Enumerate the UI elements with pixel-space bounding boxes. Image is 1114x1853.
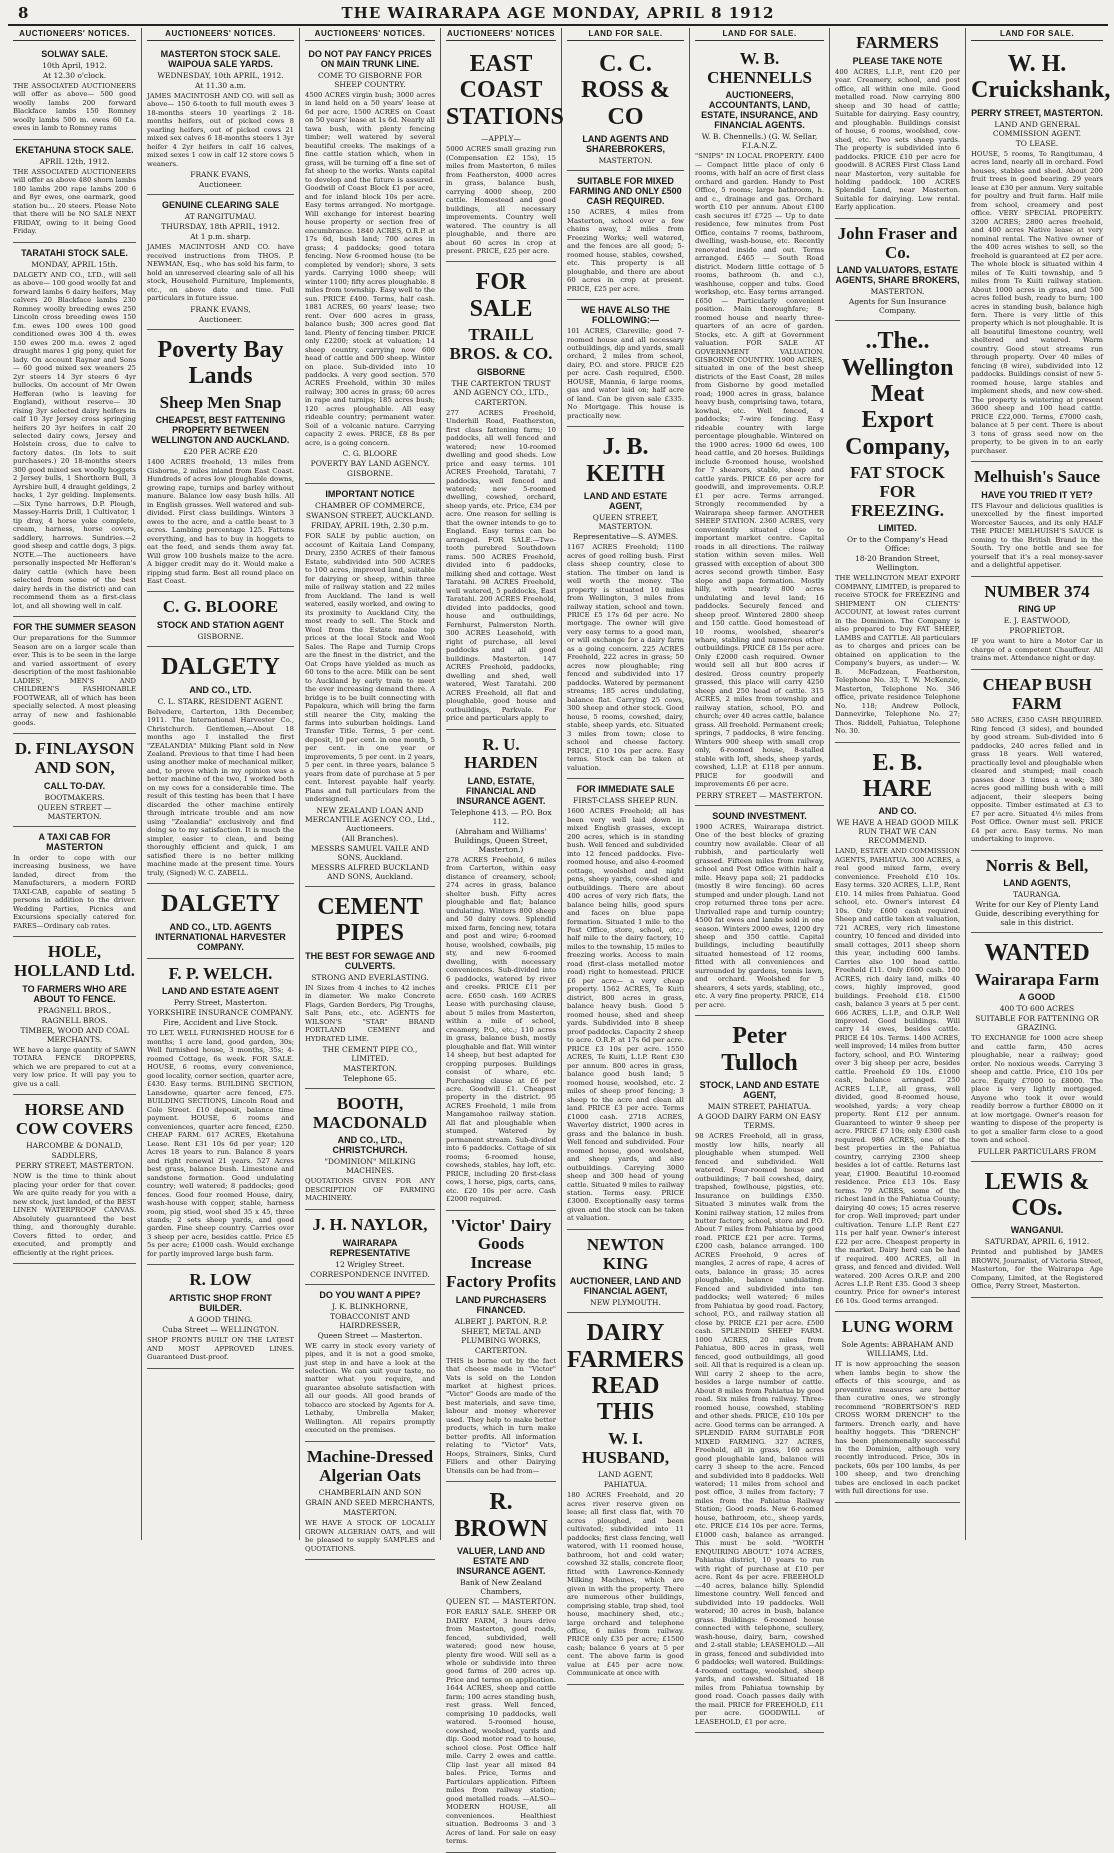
ad-body-text: TO LET. WELL FURNISHED HOUSE for 6 months; 1 acre land, good garden, 30s; Well furnished house, 3 months, 35s; 4-roomed Cottage, 6s week. FOR SALE. HOUSE, 6 rooms, every convenience, good locality, corner section, quarter acre, £430. Easy terms. BUILDING SECTION, Lansdowne, quarter acre fenced, £75. BUILDING SECTIONS, Lincoln Road and Cole Street. £10 deposit, balance time payment. HOUSE, 6 rooms and conveniences, quarter acre fenced, £250. CHEAP FARM. 617 ACRES, Eketahuna Lease. Rent £31 10s 6d per year; 120 Acres 18 years to run. Balance 8 years and right renewal 21 years. 527 Acres best grass, balance bush. Limestone and sandstone formation. Good undulating country; well watered; 8 paddocks; good fences. Good four roomed House, dairy, wash-house with copper, stable, harness room, pig stied, wool shed 35 x 45, three stands; 2 sets sheep yards, and good garden. Fine sheep country. Carries over 3 sheep per acre, besides cattle. Price £5 5s per acre; £1000 cash. Would exchange for partly improved large bush farm. [147,1029,294,1258]
ad-headline: Machine-Dressed Algerian Oats [306,1446,434,1485]
ad-line: TIMBER, WOOD AND COAL MERCHANTS. [20,1025,129,1044]
ad-line: NEW PLYMOUTH. [590,1298,661,1308]
ad-headline: W. I. HUSBAND, [581,1428,670,1467]
ad-body-text: 580 ACRES, £350 CASH REQUIRED. Ring fenced (3 sides), and bounded by good stream. Sub-divided into 6 paddocks, 240 acres felled and in grass 18 years. Well watered, practically level and ploughable when cleared and stumped; mail coach passes door 3 times a week; 380 acres good milling bush with a mill adjacent, their sleepers being opposite. Timber estimated at £3 to £7 per acre. Situated 4½ miles from Post Office. Owner must sell. PRICE £4 per acre. Easy terms. No man undertaking to improve. [971,716,1103,844]
ad-body-text: IN Sizes from 4 inches to 42 inches in diameter. We make Concrete Flags, Garden Borders, Pig Troughs, Salt Pans, etc., etc. AGENTS for WILSON'S "STAR" BRAND PORTLAND CEMENT and HYDRATED LIME. [305,983,435,1043]
ad-line: ALBERT J. PARTON, R.P. [454,1316,548,1326]
ad-body-text: HOUSE, 5 rooms, Te Rangitumau, 4 acres land, nearly all in orchard. Fowl houses, stables and shed. About 200 fruit trees in good bearing. 29 years lease at £30 per annum. Very suitable for poultry and fruit farm. Half mile from school, creamery and post office. VERY SPECIAL PROPERTY. 3200 ACRES; 2800 acres freehold, and 400 acres Native lease at very nominal rental. The Native owner of the 400 acres wishes to sell, so the freehold is guaranteed at £2 per acre. The whole block is situated within 4 miles of Te Kuiti township, and 5 miles from Te Kuiti railway station. About 1000 acres in grass, and 500 acres felled bush, ready to burn; 100 acres in standing bush, balance high fern. There is very little of this property which is not ploughable. It is all beautiful limestone country, well sheltered and watered. Warm country. Good stout streams run through property. Over 40 miles of fencing (8 wire), subdivided into 12 paddocks. Buildings consist of new 5-roomed house, large stables and implement sheds, and new cow-shed. The property is wintering at present 3600 sheep and 100 head cattle. PRICE £22,000. Terms, £7000 cash, balance at 5 per cent. There is about 3 tons of grass seed now on the property, to be given in to an early purchaser. [971,149,1103,455]
advertisement [305,1285,435,1442]
ad-line: TO LEASE. [1015,138,1059,148]
ad-line: PERRY STREET — MASTERTON. [696,790,823,800]
ad-body-text: SHOP FRONTS BUILT ON THE LATEST AND MOST APPROVED LINES. Guaranteed Dust-proof. [147,1336,294,1362]
ad-headline: C. G. BLOORE [162,597,279,617]
ad-body-text: 5000 ACRES small grazing run (Compensation £2 15s), 15 miles from Masterton, 6 miles from Featherston, 4000 acres in grass, balance bush, carrying 4000 sheep, 200 cattle. Homestead and good buildings, all necessary improvements. Country well watered. The country is all ploughable, and there are about 60 acres in crop at present. PRICE, £25 per acre. [446,145,556,255]
ad-line: FRIDAY, APRIL 19th, 2.30 p.m. [310,521,430,531]
advertisement [305,1089,435,1210]
ad-title: A GOOD [1018,992,1056,1003]
ad-headline: Melhuish's Sauce [973,467,1101,487]
ad-line: QUEEN ST. — MASTERTON. [446,1597,556,1607]
ad-line: COME TO GISBORNE FOR SHEEP COUNTRY. [318,71,422,89]
ad-headline: E. B. HARE [862,749,933,802]
ad-headline: DALGETY [161,654,280,681]
ad-line: PRAGNELL BROS., [37,1005,112,1015]
ad-headline: Norris & Bell, [985,855,1089,875]
ad-title: HAVE YOU TRIED IT YET? [981,489,1093,500]
ad-body-text: "SNIPS" IN LOCAL PROPERTY. £400 — Compact little place of only 6 rooms, with half an acre of first class orchard and garden. Handy to Post Office, 5 rooms; large bathroom, h. and c., drainage and gas. Orchard worth £10 per annum. About £100 cash secures it! £725 — Up to date residence, few minutes from Post Office, contains 7 rooms, bathroom, dwelling, wash-house, etc. Recently renovated inside and out. Terms arranged. £465 — South Road district. Modern little cottage of 5 rooms, bathroom (h. and c.), washhouse, copper and tubs. Good workshop, etc. Easy terms arranged. £650 — Particularly convenient position. Main thoroughfare; 8-roomed house and nearly three-quarters of an acre of garden. Stocks, etc. A gift at Government valuation. FOR SALE AT GOVERNMENT VALUATION. GISBORNE COUNTRY. 1900 ACRES, situated in one of the best sheep districts of the East Coast, 28 miles from Gisborne by good metalled road; 1900 acres in grass, balance heavy bush, comprising tawa, totara, kowhai, etc. Well fenced, 4 paddocks; 7-wire fencing. Easy rideable country with large percentage ploughable. Wintered on the 1900 acres: 1900 6d ewes, 100 head cattle, and 20 horses. Buildings include 6-roomed house, woolshed for 7 shearers, stable, sheep and cattle yards. PRICE £6 per acre for goodwill, and improvements. O.R.P. £1 per acre. Terms arranged. Strongly recommended by a Wairarapa sheep farmer. ANOTHER SHEEP STATION. 2360 ACRES, very conveniently situated close to important market centre. Capital roads in all directions. The railway station within seven miles. Well grassed with exception of about 300 acres second growth timber. Easy slope and papa formation. Mostly hilly, with nearly 800 acres undulating and level land; 16 paddocks. Securely fenced and sheep proof. Wintered 2800 sheep and 150 cattle. Good homestead of 10 rooms, woolshed, shearer's whare, stabling and numerous other outbuildings. PRICE £8 15s per acre. Only £2000 cash required. Owner would sell all but 800 acres if desired. Gross country properly grassed, this place will carry 4250 sheep and 250 head of cattle. 315 ACRES, 2 miles from township and railway station, school, P.O. and church; over 40 acres cattle, balance grass. All freehold. Permanent creek; springs, 7 paddocks, 8 wire fencing. Winters 900 sheep with small crop only, 6-roomed house, 8-stalled stable with loft, sheds, sheep yards, cowshed, L.I.P. at £118 per annum. PRICE for goodwill and improvements £6 per acre. [695,152,824,789]
ad-headline: J. H. NAYLOR, [312,1214,428,1234]
advertisement [567,171,684,300]
advertisement [971,933,1103,1161]
ad-body-text: THIS is borne out by the fact that cheese made in "Victor" Vats is sold on the London market at highest prices. "Victor" Goods are made of the best materials, and save time, labour and money wherever used. They help to make better products, which in turn make better profits. All information relating to "Victor" Vats, Hoops, Strainers, Sinks, Curd Fillers and other Dairying Utensils can be had from— [446,1356,556,1475]
ad-line: E. J. EASTWOOD, [1003,616,1071,626]
ad-line: At 12.30 o'clock. [42,71,107,80]
ad-line: RAGNELL BROS. [41,1015,108,1025]
advertisement [305,1442,435,1560]
ad-line: "DOMINION" MILKING MACHINES. [324,1157,416,1176]
ad-line: MESSRS ALFRED BUCKLAND AND SONS, Auckland. [311,862,429,881]
column-7 [830,28,966,1540]
ad-line: LAND AGENT, [597,1470,654,1480]
ad-line: SWANSON STREET, AUCKLAND. [305,511,435,521]
ad-line: Cuba Street — WELLINGTON. [162,1325,279,1335]
ad-title: LAND AND ESTATE AGENT [162,986,279,997]
advertisement [13,1095,136,1264]
ad-body-text: ITS Flavour and delicious qualities is unexcelled by the finest imported Worcester Sauces, and its only HALF THE PRICE! MELHUISH'S SAUCE is coming to the British Brand in the South. Try one bottle and see for yourself that it's a real money-saver and a delightful appetiser. [971,501,1103,570]
ad-line: WEDNESDAY, 10th APRIL, 1912. [157,71,284,80]
ad-line: GISBORNE. [347,469,393,479]
ad-line: (Abraham and Williams' Buildings, Queen Street, Masterton.) [454,826,548,854]
ad-body-text: THE WELLINGTON MEAT EXPORT COMPANY, LIMITED, is prepared to receive STOCK for FREEZING and SHIPMENT ON CLIENTS' ACCOUNT, at lowest rates current in the Dominion. The Company is also prepared to buy FAT SHEEP, LAMBS and CATTLE. All particulars as to charges and prices can be obtained on application to the Company's buyers, as under:— W. B. McFadzean, Featherston, Telephone No. 33; T. W. McKenzie, Masterton, Telephone No. 346 office, private residence Telephone No. 118; Andrew Pollock, Dannevirke, Telephone No. 27; Thos. Riddell, Pahiatua, Telephone No. 30. [835,574,960,736]
ad-title: IMPORTANT NOTICE [325,489,415,500]
ad-body-text: 1600 ACRES Freehold; all has been very well laid down in mixed English grasses, except 200 acres, which is in standing bush. Well fenced and subdivided into 12 fenced paddocks. Five-roomed house, and also 4-roomed cottage, woolshed and night pens, sheep yards, cow-shed and outbuildings. There are about 400 acres of very rich flats, the balance being hills, good spurs and faces on blue papa formation. Situated 1 mile to the Post Office, store, school, etc.; half mile to the dairy factory, 10 miles to the township, 15 miles to freezing works. Access to main road (first-class metalled motor road) right to homestead. PRICE £6 per acre— a very cheap property. 1562 ACRES, Te Kuiti district, 800 acres in grass, balance heavy bush. Good 5 roomed house, shed and sheep yards. Subdivided into 8 sheep proof paddocks. Capacity 2 sheep to acre. O.R.P. at 17s 6d per acre. PRICE £3 10s per acre. 1550 ACRES, Te Kuiti, L.I.P. Rent £30 per annum. 800 acres in grass, balance good bush land; 5 roomed house, woolshed, etc. 2 miles of sheep proof fencing; 3 sheep to the acre and clean all land. PRICE £3 per acre. Terms £1000 cash. 2718 ACRES, Waverley district, 1900 acres in grass and the balance in bush. Well fenced and subdivided. Four roomed house, good woolshed, and sheep yards, and also outbuildings. Carrying 3000 sheep and 300 head of young cattle. Situated 9 miles to railway station. Terms easy. PRICE £3000. Exceptionally easy terms given and the stock can be taken at valuation. [567,807,684,1223]
advertisement [305,1210,435,1285]
ad-line: FRANK EVANS, [190,170,251,180]
ad-headline: F. P. WELCH. [168,963,273,983]
ad-title: AND CO., LTD., CHRISTCHURCH. [332,1135,408,1156]
ad-line: CHAMBERLAIN AND SON [318,1488,422,1498]
ad-line: C. L. STARK, RESIDENT AGENT. [157,696,284,706]
ad-body-text: NOW is the time to think about placing your order for that cover. We are quite ready for you with a new stock, just landed, of the BEST LINEN WATERPROOF CANVAS. Absolutely guaranteed the best thing, and thoroughly durable. Covers fitted to order, and executed, and promptly and efficiently at the right prices. [13,1172,136,1257]
ad-title: FOR THE SUMMER SEASON [13,622,136,633]
column-header: AUCTIONEERS' NOTICES. [13,28,136,41]
ad-title: SUITABLE FOR MIXED FARMING AND ONLY £500 CASH REQUIRED. [569,176,682,207]
advertisement [13,617,136,734]
ad-title: SOUND INVESTMENT. [712,810,807,821]
ad-title: ARTISTIC SHOP FRONT BUILDER. [169,1293,272,1314]
advertisement [13,44,136,140]
ad-line: SHEET, METAL AND PLUMBING WORKS, [461,1326,541,1345]
ad-title: AND CO., LTD. AGENTS INTERNATIONAL HARVESTER COMPANY. [155,921,286,952]
ad-line: WE HAVE A HEAD GOOD MILK RUN THAT WE CAN RECOMMEND. [836,818,959,846]
ad-line: Auctioneer. [198,314,243,324]
advertisement [147,592,294,647]
ad-body-text: 1167 ACRES Freehold; 1100 acres of good rolling bush. First class sheep country, close to station. The timber on land is well worth the money. The property is situated 10 miles from Wellington, 3 miles from railway station, school and town. PRICE £5 17s 6d per acre. No mortgage. The owner will give very easy terms to a good man, or will exchange for a dairy farm as a going concern. 225 ACRES Freehold, 222 acres in grass; 50 acres now ploughable; ring fenced and subdivided into 17 paddocks. Watered by permanent streams; 185 acres undulating, balance flat. Carrying 25 cows, 300 sheep and other stock. Good house, 5 rooms, cowshed, dairy, stable, sheep yards, etc. Situated 3 miles from town; close to school and cheese factory. PRICE, £10 10s per acre. Easy terms. Stock can be taken at valuation. [567,543,684,772]
ad-body-text: 1400 ACRES freehold, 13 miles from Gisborne, 2 miles inland from East Coast. Hundreds of acres low ploughable downs, growing rape, turnips and barley without manure. Balance low easy bush hills. All in English grasses. Well watered and sub-divided. First class buildings. Winters 3 ewes to the acre, and a cattle beast to 3 acres. Lambing percentage 125. Fattens everything, and has to buy in hoggets to eat the feed, and sends them away fat. Will grow 100 bushels maize to the acre. A bigger credit may do it. Would make a ripping stud farm. Best all round place on East Coast. [147,458,294,585]
ad-line: MONDAY, APRIL 15th. [31,259,118,269]
advertisement [147,1265,294,1368]
ad-body-text: 1900 ACRES, Wairarapa district. One of the best blocks of grazing country now available. Clear of all rubbish, and particularly well grassed. Fifteen miles from railway, school and Post Office within half a mile. Heavy papa soil; 21 paddocks (mostly 8 wire fencing). 60 acres stumped and under plough. Land not crop returned three tons per acre. Unrivalled rape and turnip country; 4500 fat ewes and lambs sold in one season. Winters 2000 ewes, 1200 dry sheep and 350 cattle. Capital buildings, including beautifully situated homestead of 12 rooms, fitted with all conveniences and surrounded by gardens, tennis lawn, and orchard. Woolshed for 5 shearers, 4 sets yards, stabling, etc., etc. A very fine property. PRICE, £14 per acre. [695,822,824,1009]
ad-title: LIMITED. [878,523,917,534]
ad-title: AUCTIONEER, LAND AND FINANCIAL AGENT, [569,1276,682,1297]
column-header: LAND FOR SALE. [695,28,824,41]
ad-headline: FAT STOCK FOR FREEZING. [850,463,945,520]
ad-body-text: JAMES MACINTOSH AND CO. have received instructions from THOS. P. NEWMAN, Esq., who has sold his farm, to hold an unreserved clearing sale of all his stock, Household Furniture, Implements, etc., on above date and time. Full particulars in future issue. [147,243,294,303]
ad-title: WANGANUI. [1010,1225,1064,1236]
ad-headline: W. B. CHENNELLS [707,49,812,87]
ad-title: RING UP [1018,604,1056,615]
advertisement [835,743,960,1313]
advertisement [13,827,136,937]
ad-title: DO NOT PAY FANCY PRICES ON MAIN TRUNK LINE. [308,49,432,69]
ad-line: YORKSHIRE INSURANCE COMPANY. [148,1008,293,1018]
page-number: 8 [18,4,29,22]
advertisement [835,1312,960,1502]
ad-line: QUEEN STREET — MASTERTON. [37,802,112,821]
ad-title: LAND AGENTS, [1003,878,1071,889]
ad-line: CORRESPONDENCE INVITED. [310,1269,430,1279]
advertisement [971,670,1103,851]
ad-title: STOCK AND STATION AGENT [156,620,285,631]
ad-headline: NEWTON KING [586,1234,665,1273]
advertisement [567,1313,684,1685]
ad-body-text: THE ASSOCIATED AUCTIONEERS will offer as above— 500 good woolly lambs 200 forward Blackface lambs 150 Romney woolly lambs 500 m. ewes 60 f.a. ewes in lamb to Romney rams [13,82,136,133]
ad-title: LAND AGENTS AND SHAREBROKERS, [582,134,669,155]
advertisement [971,44,1111,462]
ad-title: CHEAPEST, BEST FATTENING PROPERTY BETWEEN WELLINGTON AND AUCKLAND. [151,415,290,446]
ad-body-text: 150 ACRES, 4 miles from Masterton, school over a few chains away, 2 miles from Freezing Works; well watered, and the fences are all good; 5-roomed house, stables, cowshed, etc. This property is all ploughable, and there are about 60 acres in crop at present. PRICE, £25 per acre. [567,208,684,293]
advertisement [13,243,136,617]
ad-line: Telephone 413. — P.O. Box 112. [450,807,552,826]
ad-headline: R. LOW [189,1270,252,1290]
advertisement [446,1482,556,1852]
ad-title: WE HAVE ALSO THE FOLLOWING:— [580,305,670,326]
ad-title: WAIRARAPA REPRESENTATIVE [329,1237,411,1258]
ad-line: J. K. BLINKHORNE, [332,1301,408,1311]
ad-body-text: Belvedere, Carterton, 13th December, 1911. The International Harvester Co., Christchurch. Gentlemen,—About 18 months ago I installed the first "ZEALANDIA" Milking Plant sold in New Zealand. Previous to that time I had been using another make of mechanical milker, and, to prove which in my opinion was a better machine of the two, I worked both on my cows for a considerable time. The result of this testing has been that I have discarded the other machine entirely through intricate trouble and am now using "Zealandia" exclusively and find doing so to my satisfaction. It is much the simpler, easier to clean, and being thoroughly efficient and quick, I am satisfied there is no better milking machine made at the present time. Yours truly, (Signed) W. C. ZABELL. [147,707,294,877]
ad-headline: FARMERS [856,33,939,52]
ad-headline: HORSE AND COW COVERS [15,1100,134,1138]
ad-line: —APPLY— [481,134,521,144]
ad-title: DO YOU WANT A PIPE? [319,1289,421,1300]
ad-title: TO FARMERS WHO ARE ABOUT TO FENCE. [22,983,127,1004]
ad-line: POVERTY BAY LAND AGENCY. [310,459,430,469]
ad-line: NEW ZEALAND LOAN AND MERCANTILE AGENCY CO., Ltd., Auctioneers. [305,805,436,833]
ad-headline: R. BROWN [454,1489,548,1542]
ad-line: Representative—S. AYMES. [572,532,679,542]
advertisement [147,44,294,195]
column-header: AUCTIONEERS' NOTICES. [147,28,294,41]
ad-line: 400 TO 600 ACRES [999,1004,1075,1014]
ad-line: Bank of New Zealand Chambers, [460,1578,542,1597]
advertisement [446,730,556,1211]
ad-title: AND CO., LTD. [189,684,252,695]
ad-line: APRIL 12th, 1912. [39,156,110,166]
ad-line: 12 Wrigley Street. [335,1259,405,1269]
ad-line: CARTERTON. [474,1345,528,1355]
ad-line: Telephone 65. [343,1074,397,1084]
ad-body-text: DALGETY AND CO., LTD., will sell as above— 100 good woolly fat and forward lambs 6 dairy heifers, May calvers 20 Blackface lambs 230 Romney woolly breeding ewes 250 Lincoln cross breeding ewes 150 f.m. ewes 100 ewes 100 good conditioned ewes 300 4 th. ewes 150 ewes 200 m.a. ewes 2 aged draught mares 1 gig pony, quiet for lady. On account Rayner and Sons— 60 good mixed sex weaners 25 2yr steers 14 3yr steers 6 4yr bullocks. On account of Mr Owen Hefferan (who is leaving for England), without reserve— 30 rising 3yr selected dairy heifers in calf 10 3yr Jersey cross springing heifers 20 3yr heifers in calf 20 selected dairy cows, Jersey and Holstein cross, due to calve to factory dates. (In lots to suit purchasers.) 20 18-months steers 300 good mixed sex woolly hoggets 2 Jersey bulls, 1 Shorthorn Bull, 3 Ayrshire bull, 4 draught geldings, 2 hacks, 1 2yr gelding. Implements.—Six Tyne harrows, D.P. Plough, Massey-Harris Drill, 1 Cultivator, 1 tip dray, 4 horse yoke complete, cream, harness, horse covers, saddlery, harrows. Sundries.—2 good sheep and cattle dogs, 3 pigs. NOTE.—The auctioneers have personally inspected Mr Hefferan's dairy cattle (which have been selected from some of the best dairy herds in the district) and can recommend them as a first-class lot, and all showing well in calf. [13,270,136,610]
ad-headline: W. H. Cruickshank, [971,51,1111,104]
ad-line: PROPRIETOR. [1009,626,1065,636]
ad-headline: CHEAP BUSH FARM [982,674,1092,713]
ad-line: Auctioneer. [198,180,243,190]
ad-headline: LUNG WORM [841,1317,954,1337]
ad-headline: Poverty Bay Lands [157,336,284,390]
ad-headline: Peter Tulloch [721,1023,798,1076]
ad-title: STOCK, LAND AND ESTATE AGENT, [699,1080,820,1101]
ad-body-text: IT is now approaching the season when lambs begin to show the effects of this scourge, and as preventive measures are better than curative ones, we strongly recommend "ROBERTSON'S RED CROSS WORM DRENCH" to the farmers. Drench early, and have healthy hoggets. This "DRENCH" has been phenomenally successful in the Dominion, although very recently introduced. Price, 30s in packets, 60s per 100 lambs, 4s per 100 sheep, and two drenching tubes are enclosed in each packet with full directions for use. [835,1360,960,1496]
ad-line: Perry Street, Masterton. [173,998,268,1008]
ad-headline: HOLE, HOLLAND Ltd. [14,942,135,980]
column-3 [300,28,441,1553]
ad-line: MASTERTON. [598,156,653,166]
advertisement [446,1211,556,1483]
ad-line: A GOOD DAIRY FARM ON EASY TERMS. [697,1112,822,1131]
advertisement [13,734,136,826]
ad-line: Write for our Key of Plenty Land Guide, describing everything for sale in this district. [975,900,1099,928]
advertisement [147,330,294,593]
ad-headline: D. FINLAYSON AND SON, [14,739,135,778]
ad-title: AUCTIONEERS, ACCOUNTANTS, LAND, ESTATE, INSURANCE, AND FINANCIAL AGENTS. [701,90,818,131]
ad-body-text: 180 ACRES Freehold, and 20 acres river reserve given on lease; all first class flat, with 70 acres ploughed, and been cultivated; subdivided into 11 paddocks; first class fencing, well watered, with 11 roomed house, bathroom, hot and cold water; cowshed 32 stalls, concrete floor, fitted with Lawrence-Kennedy Milking Machines, which are given in with the property. There are numerous other buildings, comprising stable, trap shed, tool house, machinery shed, etc.; large orchard and telephone office, 6 miles from railway. PRICE only £35 per acre; £1500 cash; balance 6 years at 5 per cent. The above farm is good value at £45 per acre now. Communicate at once with [567,1491,684,1678]
ad-line: QUEEN STREET, MASTERTON. [592,513,659,532]
ad-body-text: 4500 ACRES virgin bush; 3000 acres in land held on a 50 years' lease at 6d per acre, 1500 ACRES on Coast on 50 years' lease at 1s 6d. Nearly all tawa bush, with plenty fencing timber; well watered by several beautiful creeks. The makings of a fine cattle station which, when in grass, will be turning off a fine set of fat sheep to the works. Wants capital to develop and the future is assured. Goodwill of Coast Block £1 per acre, and for inland block 10s per acre. Easy terms arranged. No mortgage. Will exchange for interest bearing house property or section free of encumbrance. 1840 ACRES, O.R.P. at 17s 6d, bush land; 700 acres in grass; 4 paddocks; good totara fencing. New 6-roomed house (to be completed by vendor); shore, 3 sets yards. Carrying 1000 sheep; will winter 1100; fifty acres ploughable. 8 miles from township. Easy well to the sun. PRICE £400. Terms, half cash. 1881 ACRES, 60 years' lease; two rent. Over 600 acres in grass, balance bush; 300 acres good flat land. Plenty of fencing timber. PRICE only £2200; stock at valuation; 14 sheep country, carrying now 600 head of cattle and 500 sheep. Winter on place. Sub-divided into 10 paddocks. A very good section. 570 ACRES Freehold, within 30 miles railway; 300 acres in grass; 60 acres in rape and turnips; 185 acres bush; 120 acres ploughable. All easy rideable country; permanent water. Soil of a volcanic nature. Carrying capacity 2 ewes. PRICE, £8 8s per acre, is a going concern. [305,91,435,447]
ad-title: PLEASE TAKE NOTE [852,55,943,66]
ad-headline: TRAILL BROS. & CO. [449,325,553,363]
advertisement [695,1016,824,1733]
ad-body-text: 277 ACRES Freehold, Underhill Road, Featherston, first class fattening farm; 10 paddocks, all well fenced and watered; new 10-roomed dwelling and good sheds. Low price and easy terms. 101 ACRES Freehold, Taratahi, 7 paddocks, well fenced and watered; new 5-roomed dwelling, cowshed, orchard, sheep yards, etc. Price, £34 per acre. One reason for selling is that the owner intends to go to England. Easy terms can be arranged. FOR SALE.—Two-tooth purebred Southdown rams. 500 ACRES Freehold, divided into 6 paddocks, milking shed and cottage. West Taratahi. 98 ACRES Freehold, well watered, 5 paddocks, East Taratahi. 200 ACRES Freehold, divided into paddocks, good house and outbuildings, Fernhurst, Palmerston North. 300 ACRES Leasehold, with right of purchase, all level paddocks and all good buildings. Masterton. 147 ACRES Freehold, paddocks, dwelling and shed, well watered, West Taratahi. 200 ACRES Freehold, all flat and ploughable, good house and outbuildings, Parkvale. For price and particulars apply to [446,408,556,723]
advertisement [305,44,435,484]
column-header: LAND FOR SALE. [567,28,684,41]
ad-line: CHAMBER OF COMMERCE, [314,501,426,511]
newspaper-title: THE WAIRARAPA AGE MONDAY, APRIL 8 1912 [341,4,775,22]
advertisement [147,195,294,329]
ad-headline: DAIRY FARMERS READ THIS [567,1320,684,1426]
advertisement [446,44,564,262]
ad-line: CARTERTON. [474,397,528,407]
ad-line: TAURANGA. [1013,890,1061,900]
ad-line: At 1 p.m. sharp. [190,232,251,242]
ad-body-text: Printed and published by JAMES BROWN, Journalist, of Victoria Street, Masterton, for the Wairarapa Age Company, Limited, at the Registered Office, Perry Street, Masterton. [971,1248,1103,1291]
ad-title: LAND VALUATORS, ESTATE AGENTS, SHARE BROKERS, [835,265,960,286]
advertisement [835,28,960,219]
ad-line: Sole Agents: ABRAHAM AND WILLIAMS, Ltd. [841,1340,954,1359]
ad-line: PAHIATUA. [603,1480,648,1490]
advertisement [13,140,136,243]
ad-line: At 11.30 a.m. [195,81,246,90]
advertisement [13,937,136,1095]
ad-line: MASTERTON. [870,287,925,297]
ad-line: FRANK EVANS, [190,304,251,314]
ad-line: 10th April, 1912. [42,61,107,70]
ad-headline: LEWIS & COs. [984,1168,1090,1222]
ad-line: Fire, Accident and Live Stock. [163,1018,278,1028]
ad-line: W. B. Chennells.) (G. W. Sellar, F.I.A.N.Z. [701,132,818,151]
ad-line: 18-20 Brandon Street, Wellington. [855,554,940,573]
advertisement [567,427,684,779]
ad-title: EKETAHUNA STOCK SALE. [15,144,134,155]
ad-line: £20 PER ACRE £20 [183,447,258,457]
ad-headline: NUMBER 374 [984,581,1090,601]
ad-line: MESSRS SAMUEL VAILE AND SONS, Auckland. [311,843,429,862]
ad-body-text: IF you want to hire a Motor Car in charge of a competent Chauffeur. All trains met. Attendance night or day. [971,637,1103,663]
ad-title: LAND AND ESTATE AGENT, [583,491,668,512]
ad-line: PERRY STREET, MASTERTON. [15,1161,134,1171]
ad-headline: Sheep Men Snap [159,392,282,412]
ad-line: AT RANGITUMAU. [184,212,257,222]
ad-line: SATURDAY, APRIL 6, 1912. [984,1237,1090,1247]
ad-title: GENUINE CLEARING SALE [161,200,279,211]
advertisement [567,779,684,1230]
ad-line: MAIN STREET, PAHIATUA. [707,1102,812,1112]
ad-line: BOOTMAKERS. [44,792,105,802]
ad-title: VALUER, LAND AND ESTATE AND INSURANCE AGENT. [456,1546,546,1577]
ad-line: STRONG AND EVERLASTING. [311,972,429,982]
ad-line: MASTERTON. [343,1508,397,1518]
ad-line: GISBORNE. [197,632,244,642]
ad-headline: EAST COAST STATIONS [446,51,564,130]
ad-title: LAND, ESTATE, FINANCIAL AND INSURANCE AGENT. [456,775,546,806]
advertisement [695,806,824,1017]
ad-body-text: WE carry in stock every variety of pipes, and it is not a good smoke, just step in and have a look at the selection. We can suit your taste, no matter what you require, and guarantee absolute satisfaction with all our goods. All good brands of tobacco are stocked by Agents for A. Lethaby, Umbrella Maker, Wellington. All repairs promptly executed on the premises. [305,1341,435,1435]
ad-headline: C. C. ROSS & CO [581,51,670,130]
column-5 [562,28,690,1678]
ad-line: THURSDAY, 18th APRIL, 1912. [161,222,280,232]
ad-line: TOBACCONIST AND HAIRDRESSER, [330,1311,410,1330]
advertisement [446,262,556,729]
column-header: LAND FOR SALE. [971,28,1103,41]
advertisement [305,887,435,1089]
ad-headline: CEMENT PIPES [317,893,423,947]
advertisement [567,44,684,171]
ad-headline: R. U. HARDEN [464,734,538,773]
ad-body-text: In order to cope with our increasing business, we have landed, direct from the Manufacturers, a modern FORD TAXI-CAB, capable of seating 5 persons in addition to the driver. Wedding Parties, Picnics and Excursions specially catered for. FARES—Ordinary cab rates. [13,853,136,930]
column-2 [142,28,300,1540]
advertisement [147,959,294,1266]
advertisement [835,321,960,742]
advertisement [835,219,960,321]
column-4 [441,28,564,1846]
ad-title: GISBORNE [476,366,525,377]
ad-body-text: Our preparations for the Summer Season are on a larger scale than ever. This is to be seen in the large and varied assortment of every description of the most fashionable LADIES', MEN'S AND CHILDREN'S FASHIONABLE FOOTWEAR, all of which has been specially selected. A most pleasing array of new and fashionable goods. [13,634,136,727]
ad-title: PERRY STREET, MASTERTON. [971,107,1103,118]
ad-line: C. G. BLOORE [342,449,398,459]
ad-body-text: JAMES MACINTOSH AND CO. will sell as above— 150 6-tooth to full mouth ewes 3 18-months steers 10 yearlings 2 18-months heifers, out of picked cows 8 yearling heifers, out of picked cows 21 mixed sex calves 6 18-months steers 1 3yr heifer 4 2yr heifers in calf 16 calves, mixed sexes 1 cow in calf 12 store cows 5 weaners. [147,92,294,168]
ad-line: A GOOD THING. [188,1315,253,1325]
ad-title: CALL TO-DAY. [43,780,106,791]
ad-body-text: FOR EARLY SALE. SHEEP OR DAIRY FARM, 3 hours drive from Masterton, good roads, fenced, subdivided, well watered; good new house, plenty fire wood. Will sell as a whole or subdivide into three good farms of 200 acres up. Price and terms on application. 1644 ACRES, sheep and cattle farm; 100 acres standing bush, rest grass. Well fenced, comprising 10 paddocks, well watered. 5-roomed house, cowshed, woolshed, yards and dip. Good motor road to house, school close. Post Office half mile. Carry 2 ewes and cattle. Clip last year all mixed 84 bales. Price, Terms and Particulars application. Fifteen miles from railway station; good metalled roads. —ALSO— MODERN HOUSE, all conveniences. Healthiest situation. Bedrooms 3 and 3 Acres of land. For sale on easy terms. [446,1608,556,1846]
advertisement [971,462,1103,577]
ad-body-text: FOR SALE by public auction, on account of Kaitaia Land Company, Drury, 2350 ACRES of their famous Estate, subdivided into 500 ACRES to 100 acres, improved land, suitable for dairying or sheep, within three mile of railway station and 22 miles from Auckland. The land is well watered, easily worked, and owing to its proximity to Auckland City, the most ready to sell. The Stock and Wool from the Estate make top prices at the local Stock and Wool Sales. The Rape and Turnip Crops are the finest in the district, and the Oat Crops have yielded as much as 60 tons to the acre. Milk can be sent to Auckland by early train to meet the ever increasing demand there. A bridge is to be built connecting with Papakura, which will bring the farm still nearer the City, making the farms into suburban holdings. Land Transfer Title. Terms, 5 per cent. deposit, 10 per cent. in one month, 5 per cent. in one year or improvements, 5 per cent. in 2 years, 5 per cent. in three years, balance 5 years from date of purchase at 5 per cent. Interest payable half yearly. Plans and full particulars from the undersigned. [305,532,435,804]
ad-body-text: 278 ACRES Freehold, 6 miles from Carterton, within easy distance of creamery, school; 274 acres in grass, balance shelter bush. Fifty acres ploughable and flat; balance undulating. Winters 800 sheep and 50 dairy cows. Splendid mixed farm, fencing new, totara and post and wire; 6-roomed house, woolshed, cowbails, pig sty, and new 6-roomed dwelling, with necessary conveniences. Sub-divided into 6 paddocks, watered by river and creeks. PRICE £11 per acre. £650 cash. 169 ACRES Lease with purchasing clause, about 5 miles from Masterton, within a mile of school, creamery, P.O., etc.; 110 acres in grass, balance bush, mostly ploughable and flat. Will winter 14 sheep, but best adapted for cropping purposes. Buildings consist of whare, etc. Purchasing clause at £6 per acre. Goodwill £1. Cheapest property in the district. 95 ACRES Freehold, 1 mile from Mangamahoe railway station. All flat and ploughable when stumped. Watered by permanent stream. Sub-divided into 6 paddocks. Cottage of six rooms; 6-roomed house, cowsheds, stables, hay loft, etc. PRICE, including 20 first-class cows, 1 horse, pigs, carts, cans, etc. £20 10s per acre. Cash £2000 required. [446,855,556,1204]
ad-headline: Wairarapa Farm [974,969,1100,989]
ad-line: Or to the Company's Head Office: [847,535,948,554]
ad-title: SOLWAY SALE. [41,49,108,59]
ad-line: FULLER PARTICULARS FROM [977,1146,1097,1156]
advertisement [971,577,1103,670]
ad-title: FOR IMMEDIATE SALE [576,784,675,795]
ad-headline: DALGETY [161,891,280,918]
advertisement [971,1162,1103,1298]
ad-line: THE CARTERTON TRUST AND AGENCY CO., LTD., [451,378,551,397]
advertisement [147,647,294,884]
ad-line: (All Branches). [341,833,399,843]
ad-body-text: 98 ACRES Freehold, all in grass, mostly low hills, nearly all ploughable when stumped. Well fenced and subdivided. Well watered. Four-roomed house and outbuildings; 7 bail cowshed, dairy, trapshed, fowlhouse, pigsties, etc. Insurance on buildings £350. Situated 3 minutes walk from the Konini railway station, 12 miles from butter factory, school, store and P.O. About 7 miles from Pahiatua by good road. PRICE £21 per acre. Terms, £200 cash, balance arranged. 100 ACRES Freehold, 9 acres of mangles, 2 acres of rape, 4 acres of oats, balance in grass; 35 acres ploughable, balance undulating. Fenced and subdivided into ten paddocks; well watered; 6 miles from Pahiatua by good road. Factory, school, P.O., and railway station all close by. PRICE £21 per acre. £500 cash. SPLENDID SHEEP FARM. 1000 ACRES, 20 miles from Pahiatua, 800 acres in grass, well fenced, good outbuildings, all good soil. All that is required is a clean up. Will carry 2 sheep to the acre, besides a large number of cattle. About 8 miles from Pahiatua by good road. Six miles from railway. Three-roomed house, cowshed, stabling and other sheds. PRICE, £10 10s per acre. Good terms can be arranged. A SPLENDID FARM SUITABLE FOR MIXED FARMING. 327 ACRES, Freehold, all in grass, 160 acres good ploughable land, balance will carry 3 sheep to the acre. Fenced and subdivided into 8 paddocks. Well watered; 11 miles from school and post office, 3 miles from factory; 7 miles from the Pahiatua Railway Station; Good roads. New 6-roomed house, bathroom, etc., sheep yards, etc. PRICE £14 10s per acre. Terms, £1000 cash, balance as arranged. This must be sold. "WORTH ENQUIRING ABOUT." 1074 ACRES, Pahiatua district, 10 years to run with right of purchase at £10 per acre. Rent 4s per acre. FREEHOLD—40 acres, balance hilly. Splendid limestone country. Well fenced and subdivided into 19 paddocks. Well watered; 30 acres in bush, balance grass. Buildings: 6-roomed house connected with telephone, scullery, wash-house, dairy, barn, cowshed and 2-stall stable; LEASEHOLD.—All in grass, fenced and subdivided into 6 paddocks; well watered. Buildings: 4-roomed cottage, woolshed, sheep yards, and cowshed. Situated 18 miles from Pahiatua township by good road. Coach passes daily with the mail. PRICE for FREEHOLD, £11 per acre. GOODWILL of LEASEHOLD, £1 per acre. [695,1132,825,1726]
ad-body-text: QUOTATIONS GIVEN FOR ANY DESCRIPTION OF FARMING MACHINERY. [305,1177,435,1203]
ad-body-text: LAND, ESTATE AND COMMISSION AGENTS, PAHIATUA. 300 ACRES, a real good mixed farm, every convenience. Freehold £10 10s. Easy terms. 320 ACRES, L.I.P., Rent £10. 14 miles from Pahiatua. Good school, etc. Owner's interest £4 10s. Only £600 cash required. Sheep and cattle taken at valuation, 721 ACRES, very rich limestone country, 10 fenced and divided into small cottages, 2011 sheep shorn this year, including 600 lambs. Carries also 100 head cattle. Freehold £11. Only £600 cash. 100 ACRES, rich dairy land, milks 40 cows, highly improved, good buildings. Freehold £18. £1500 cash, balance 3 years at 5 per cent. 666 ACRES, L.I.P., and O.R.P. Well improved. Good buildings. Will carry 14 ewes, besides cattle. PRICE £4 10s. Terms. 1400 ACRES, well improved; 14 miles from butter factory, school, and P.O. Wintering over 3 big sheep per acre, besides cattle. Freehold £9 10s. £1000 cash, balance arranged. 250 ACRES L.I.P., all grass, well divided, good 8-roomed house, woolshed, yards; a very cheap property. Rent £12 per annum. Guaranteed to winter 9 sheep per acre. PRICE £7 10s; only £300 cash required. 986 ACRES, one of the best properties in the Pahiatua country, carrying 2300 sheep besides a lot of cattle. Returns last year, £1900. Beautiful 10-roomed residence. Price £13 10s. Easy terms. 79 ACRES, some of the richest land in the Pahiatua County; dairying 40 cows; 15 acres reserve for crop. Well improved; part under cultivation. Tenure L.I.P. Rent £27 11s per half year. Owner's interest £22 per acre. Cheapest property in the market. Dairy herd can be had if required. 400 ACRES, all in grass, and fenced and divided. Well watered. 200 Acres O.R.P. and 200 Acres L.I.P. Rent £35. Good 3 sheep country. Price for owner's interest £6 10s. Good terms arranged. [835,847,960,1305]
column-header: AUCTIONEERS' NOTICES [446,28,556,41]
ad-body-text: THE ASSOCIATED AUCTIONEERS will offer as above 480 shorn lambs 180 lambs 200 rape lambs 200 6 and 8yr ewes, one earmark, good station bu... 20 steers. Please Note that there will be NO SALE NEXT FRIDAY, owing to it being Good Friday. [13,167,136,236]
advertisement [567,300,684,427]
ad-line: SADDLERS, [51,1151,98,1161]
ad-headline: FOR SALE [469,269,533,322]
ad-body-text: WE have a large quantity of SAWN TOTARA FENCE DROPPERS, which we are prepared to cut at a very low price. It will pay you to give us a call. [13,1045,136,1088]
advertisement [695,44,824,806]
ad-title: LAND PURCHASERS FINANCED. [455,1294,547,1315]
ad-headline: John Fraser and Co. [837,223,958,262]
ad-line: Queen Street — Masterton. [317,1330,423,1340]
ad-title: AND CO. [878,806,917,817]
column-8 [966,28,1111,1540]
ad-line: MASTERTON. [343,1064,397,1074]
advertisement [567,1230,684,1313]
ad-title: TARATAHI STOCK SALE. [21,247,128,258]
ad-headline: WANTED [984,940,1090,967]
advertisement [305,484,435,887]
ad-line: LAND AND GENERAL COMMISSION AGENT. [992,119,1082,138]
column-6 [690,28,830,1726]
ad-body-text: WE HAVE A STOCK OF LOCALLY GROWN ALGERIAN OATS, and will be pleased to supply SAMPLES and QUOTATIONS. [305,1519,435,1553]
ad-line: FIRST-CLASS SHEEP RUN. [573,796,678,806]
ad-headline: J. B. KEITH [586,434,665,487]
advertisement [147,884,294,958]
ad-body-text: 101 ACRES, Clareville; good 7-roomed house and all necessary outbuildings, dip and yards, small orchard, 2 miles from school, dairy, P.O. and store. PRICE £25 per acre. Cash required, £500. HOUSE, Mannia, 6 large rooms, gas and water laid on; half acre of land. Can be given sale £335. No Mortgage. This house is practically new. [567,327,684,420]
column-1 [8,28,142,1540]
ad-line: Agents for Sun Insurance Company. [848,297,947,316]
ad-headline: ..The.. Wellington Meat Export Company, [841,328,954,460]
ad-headline: BOOTH, MACDONALD [312,1094,428,1132]
ad-title: A TAXI CAB FOR MASTERTON [38,831,111,852]
ad-title: THE BEST FOR SEWAGE AND CULVERTS. [305,950,435,971]
masthead [8,2,1108,26]
ad-body-text: TO EXCHANGE for 1000 acre sheep and cattle farm, 450 acres ploughable, near a railway; good order. No noxious weeds. Carrying 3 sheep and cattle. Price, £10 10s per acre. Equity £7000 to £8000. The place is very lightly mortgaged. Anyone who took it over would readily borrow a further £8000 on it at low mortgage. Owner's reason for wanting to dispose of the property is to get a smaller farm close to a good town and school. [971,1034,1103,1145]
ad-line: HARCOMBE & DONALD, [26,1141,123,1151]
column-header: AUCTIONEERS' NOTICES. [305,28,435,41]
ad-title: MASTERTON STOCK SALE. WAIPOUA SALE YARDS. [160,49,281,69]
ad-body-text: 400 ACRES, L.I.P., rent £20 per year. Creamery, school, and post office, all within one mile. Good metalled road. Now carrying 800 sheep and 30 head of cattle; Suitable for dairying. Easy country, and ploughable. Buildings consist of house, 6 rooms, woolshed, cow-shed, etc. Two sets sheep yards. The property is subdivided into 6 paddocks. PRICE £10 per acre for goodwill. 8 ACRES First Class Land near Masterton, very suitable for holding paddock. 100 ACRES Splendid Land, near Masterton. Suitable for dairying. Low rental. Early application. [835,67,960,212]
ad-line: GRAIN AND SEED MERCHANTS, [305,1498,435,1508]
ad-line: THE CEMENT PIPE CO., LIMITED. [322,1045,418,1064]
ad-line: SUITABLE FOR FATTENING OR GRAZING. [975,1014,1099,1033]
advertisement [971,851,1103,934]
ad-headline: 'Victor' Dairy Goods Increase Factory Profits [446,1215,556,1291]
